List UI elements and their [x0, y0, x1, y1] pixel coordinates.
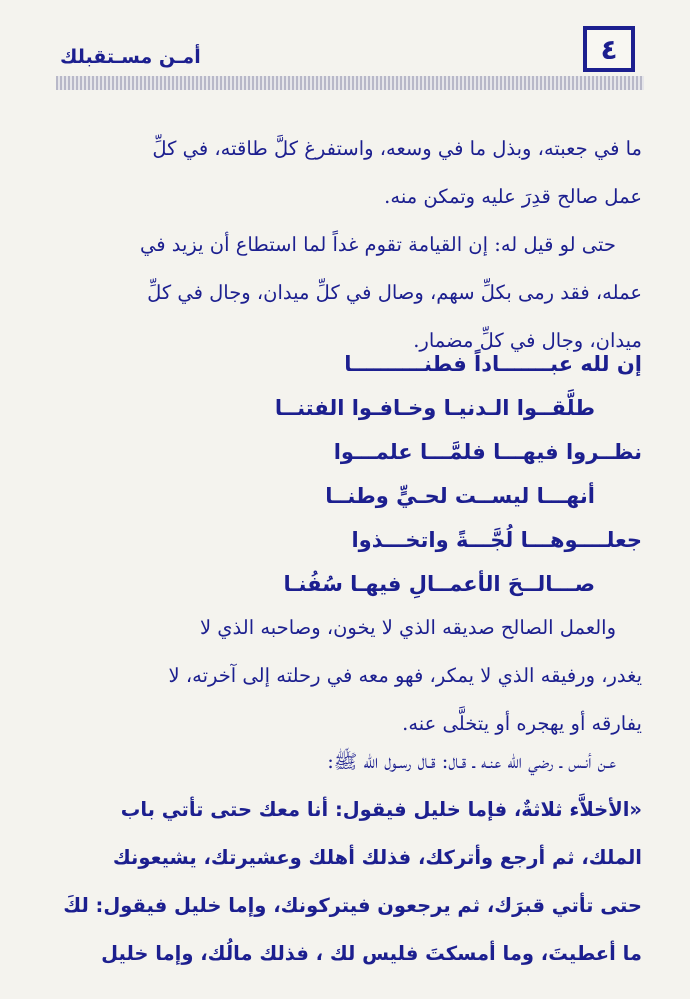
body-line: يفارقه أو يهجره أو يتخلَّى عنه. — [402, 712, 642, 735]
hadith-intro: عـن أنـس ـ رضي الله عنـه ـ قـال: قـال رسـول الله ﷺ: — [327, 750, 616, 773]
running-title: أمـن مسـتقبلك — [60, 46, 201, 68]
poem-line: جعلــــوهـــا لُجَّـــةً واتخـــذوا — [351, 528, 642, 552]
hadith-line: ما أعطيتَ، وما أمسكتَ فليس لك ، فذلك مالُك، وإما خليل — [101, 942, 642, 965]
hadith-block — [52, 738, 642, 978]
hadith-line: الملك، ثم أرجع وأتركك، فذلك أهلك وعشيرتك، يشيعونك — [112, 846, 642, 869]
intro-line: حتى لو قيل له: إن القيامة تقوم غداً لما استطاع أن يزيد في — [139, 233, 616, 256]
poem-line: طلَّقــوا الـدنيـا وخـافـوا الفتنــا — [274, 396, 595, 420]
intro-line: ما في جعبته، وبذل ما في وسعه، واستفرغ كلَّ طاقته، في كلِّ — [152, 137, 642, 160]
body-line: يغدر، ورفيقه الذي لا يمكر، فهو معه في رحلته إلى آخرته، لا — [168, 664, 642, 687]
poem-line: إن لله عبـــــــاداً فطنــــــــــا — [344, 352, 642, 376]
hadith-line: «الأخلاَّء ثلاثةٌ، فإما خليل فيقول: أنا معك حتى تأتي باب — [120, 798, 642, 821]
poem-line: صـــالــحَ الأعمــالِ فيهـا سُفُنـا — [283, 572, 595, 596]
body-line: والعمل الصالح صديقه الذي لا يخون، وصاحبه الذي لا — [199, 616, 616, 639]
hadith-line: حتى تأتي قبرَك، ثم يرجعون فيتركونك، وإما خليل فيقول: لكَ — [63, 894, 642, 917]
poem-line: نظــروا فيهـــا فلمَّـــا علمـــوا — [333, 440, 642, 464]
poem-line: أنهـــا ليســت لحـيٍّ وطنــا — [325, 484, 595, 508]
intro-block — [52, 125, 642, 365]
page-number: ٤ — [583, 26, 635, 72]
intro-line: عمله، فقد رمى بكلِّ سهم، وصال في كلِّ ميدان، وجال في كلِّ — [147, 281, 642, 304]
header-divider — [56, 76, 644, 90]
after-poem-block — [52, 604, 642, 748]
intro-line: ميدان، وجال في كلِّ مضمار. — [413, 329, 642, 352]
intro-line: عمل صالح قدِرَ عليه وتمكن منه. — [384, 185, 642, 208]
